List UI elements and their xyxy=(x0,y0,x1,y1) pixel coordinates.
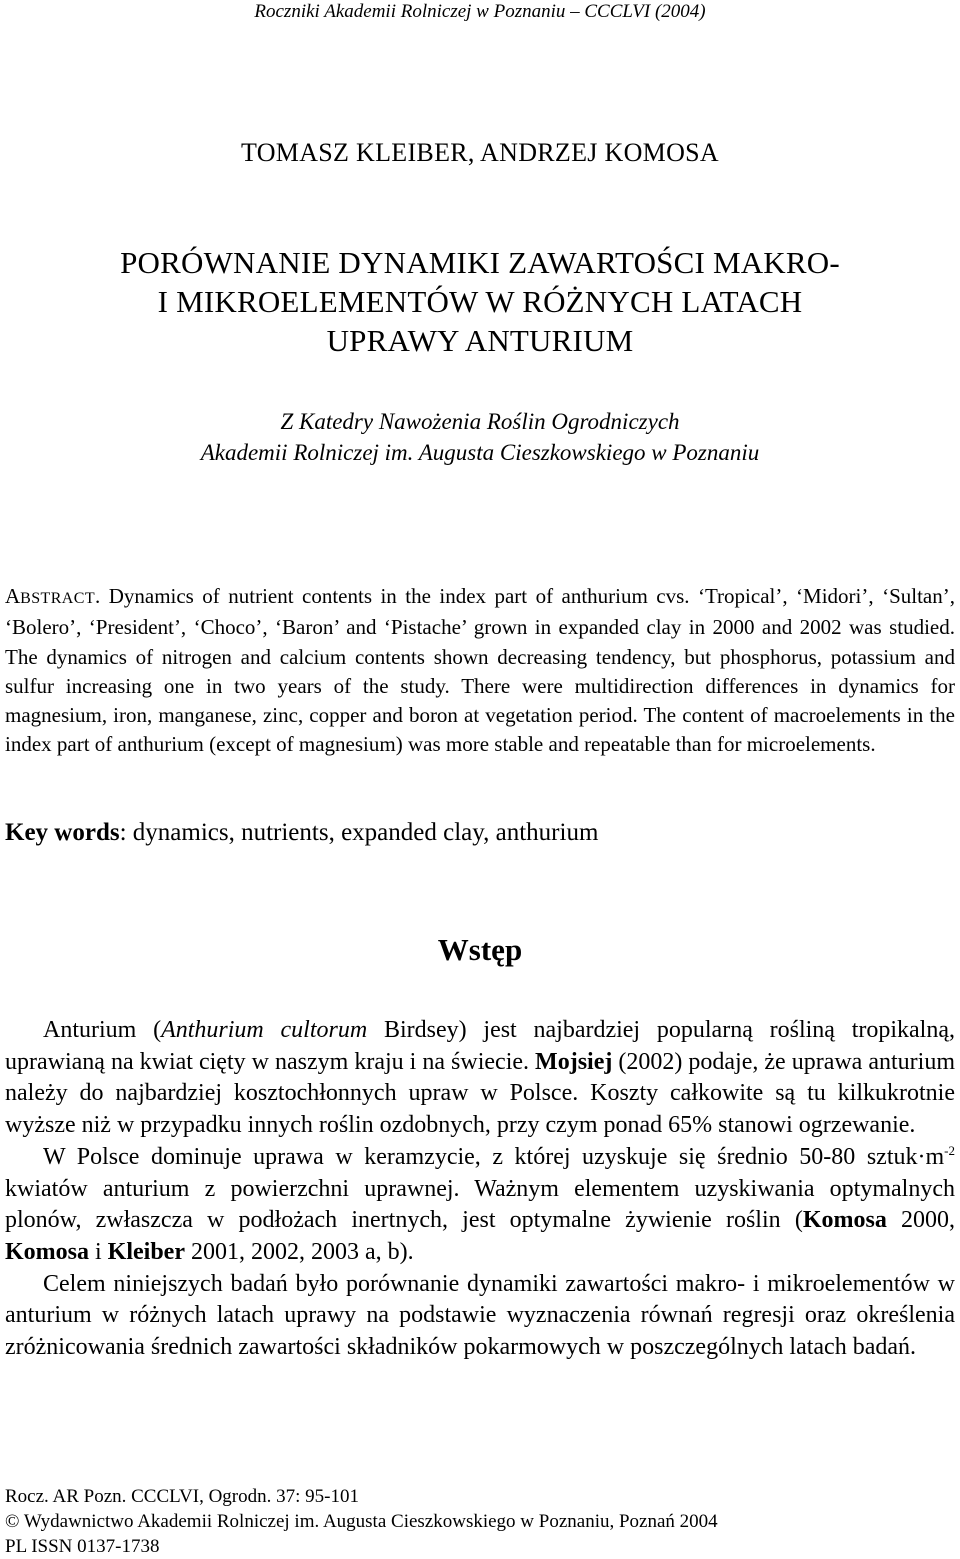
abstract-label: ABSTRACT. xyxy=(5,584,101,608)
species-name: Anthurium cultorum xyxy=(161,1017,368,1043)
running-header: Roczniki Akademii Rolniczej w Poznaniu – CCCLVI (2004) xyxy=(254,1,706,22)
body-text xyxy=(5,1015,955,1364)
citation-author: Komosa xyxy=(5,1238,89,1265)
citation-author: Kleiber xyxy=(107,1238,185,1265)
title-line-2: I MIKROELEMENTÓW W RÓŻNYCH LATACH xyxy=(157,284,803,319)
footer xyxy=(5,1484,718,1559)
affiliation-line-2: Akademii Rolniczej im. Augusta Cieszkowskiego w Poznaniu xyxy=(200,440,760,465)
keywords-label: Key words xyxy=(5,819,120,846)
keywords-text: : dynamics, nutrients, expanded clay, anthurium xyxy=(119,819,599,846)
affiliation-line-1: Z Katedry Nawożenia Roślin Ogrodniczych xyxy=(280,409,680,434)
abstract-text: Dynamics of nutrient contents in the index part of anthurium cvs. ‘Tropical’, ‘Midori’, ‘Sultan’, ‘Bolero’, ‘President’, ‘Choco’, ‘Baron’ and ‘Pistache’ grown in expanded clay in 2000 and 2002 was studied. The dynamics of nitrogen and calcium contents shown decreasing tendency, but phosphorus, potassium and sulfur increasing one in two years of the study. There were multidirection differences in dynamics for magnesium, iron, manganese, zinc, copper and boron at vegetation period. The content of macroelements in the index part of anthurium (except of magnesium) was more stable and repeatable than for microelements. xyxy=(5,584,955,757)
superscript: -2 xyxy=(944,1142,955,1158)
affiliation xyxy=(0,406,960,468)
paper-title xyxy=(0,243,960,360)
paragraph-3: Celem niniejszych badań było porównanie dynamiki zawartości makro- i mikroelementów w anturium w różnych latach uprawy na podstawie wyznaczenia równań regresji oraz określenia zróżnicowania średnich zawartości składników pokarmowych w poszczególnych latach badań. xyxy=(5,1270,955,1361)
footer-issn: PL ISSN 0137-1738 xyxy=(5,1536,160,1557)
title-line-3: UPRAWY ANTURIUM xyxy=(326,323,634,358)
keywords xyxy=(5,817,598,849)
paragraph-2: W Polsce dominuje uprawa w keramzycie, z której uzyskuje się średnio 50-80 $sztuk\cdot m^{-2}$ kwiatów anturium z powierzchni uprawnej. Ważnym elementem uzyskiwania optymalnych plonów, zwłaszcza w podłożach inertnych, jest optymalne żywienie roślin (Komosa 2000, Komosa i Kleiber 2001, 2002, 2003 a, b). xyxy=(5,1142,955,1265)
authors: TOMASZ KLEIBER, ANDRZEJ KOMOSA xyxy=(241,138,719,167)
footer-copyright: © Wydawnictwo Akademii Rolniczej im. Augusta Cieszkowskiego w Poznaniu, Poznań 2004 xyxy=(5,1511,718,1532)
title-line-1: PORÓWNANIE DYNAMIKI ZAWARTOŚCI MAKRO- xyxy=(120,245,840,280)
abstract xyxy=(5,582,955,760)
citation-author: Mojsiej xyxy=(535,1048,613,1075)
section-heading: Wstęp xyxy=(437,932,523,967)
paragraph-1: Anturium (Anthurium cultorum Birdsey) jest najbardziej popularną rośliną tropikalną, uprawianą na kwiat cięty w naszym kraju i na świecie. Mojsiej (2002) podaje, że uprawa anturium należy do najbardziej kosztochłonnych upraw w Polsce. Koszty całkowite są tu kilkukrotnie wyższe niż w przypadku innych roślin ozdobnych, przy czym ponad 65% stanowi ogrzewanie. xyxy=(5,1017,956,1139)
footer-citation: Rocz. AR Pozn. CCCLVI, Ogrodn. 37: 95-101 xyxy=(5,1486,359,1507)
citation-author: Komosa xyxy=(802,1207,887,1234)
